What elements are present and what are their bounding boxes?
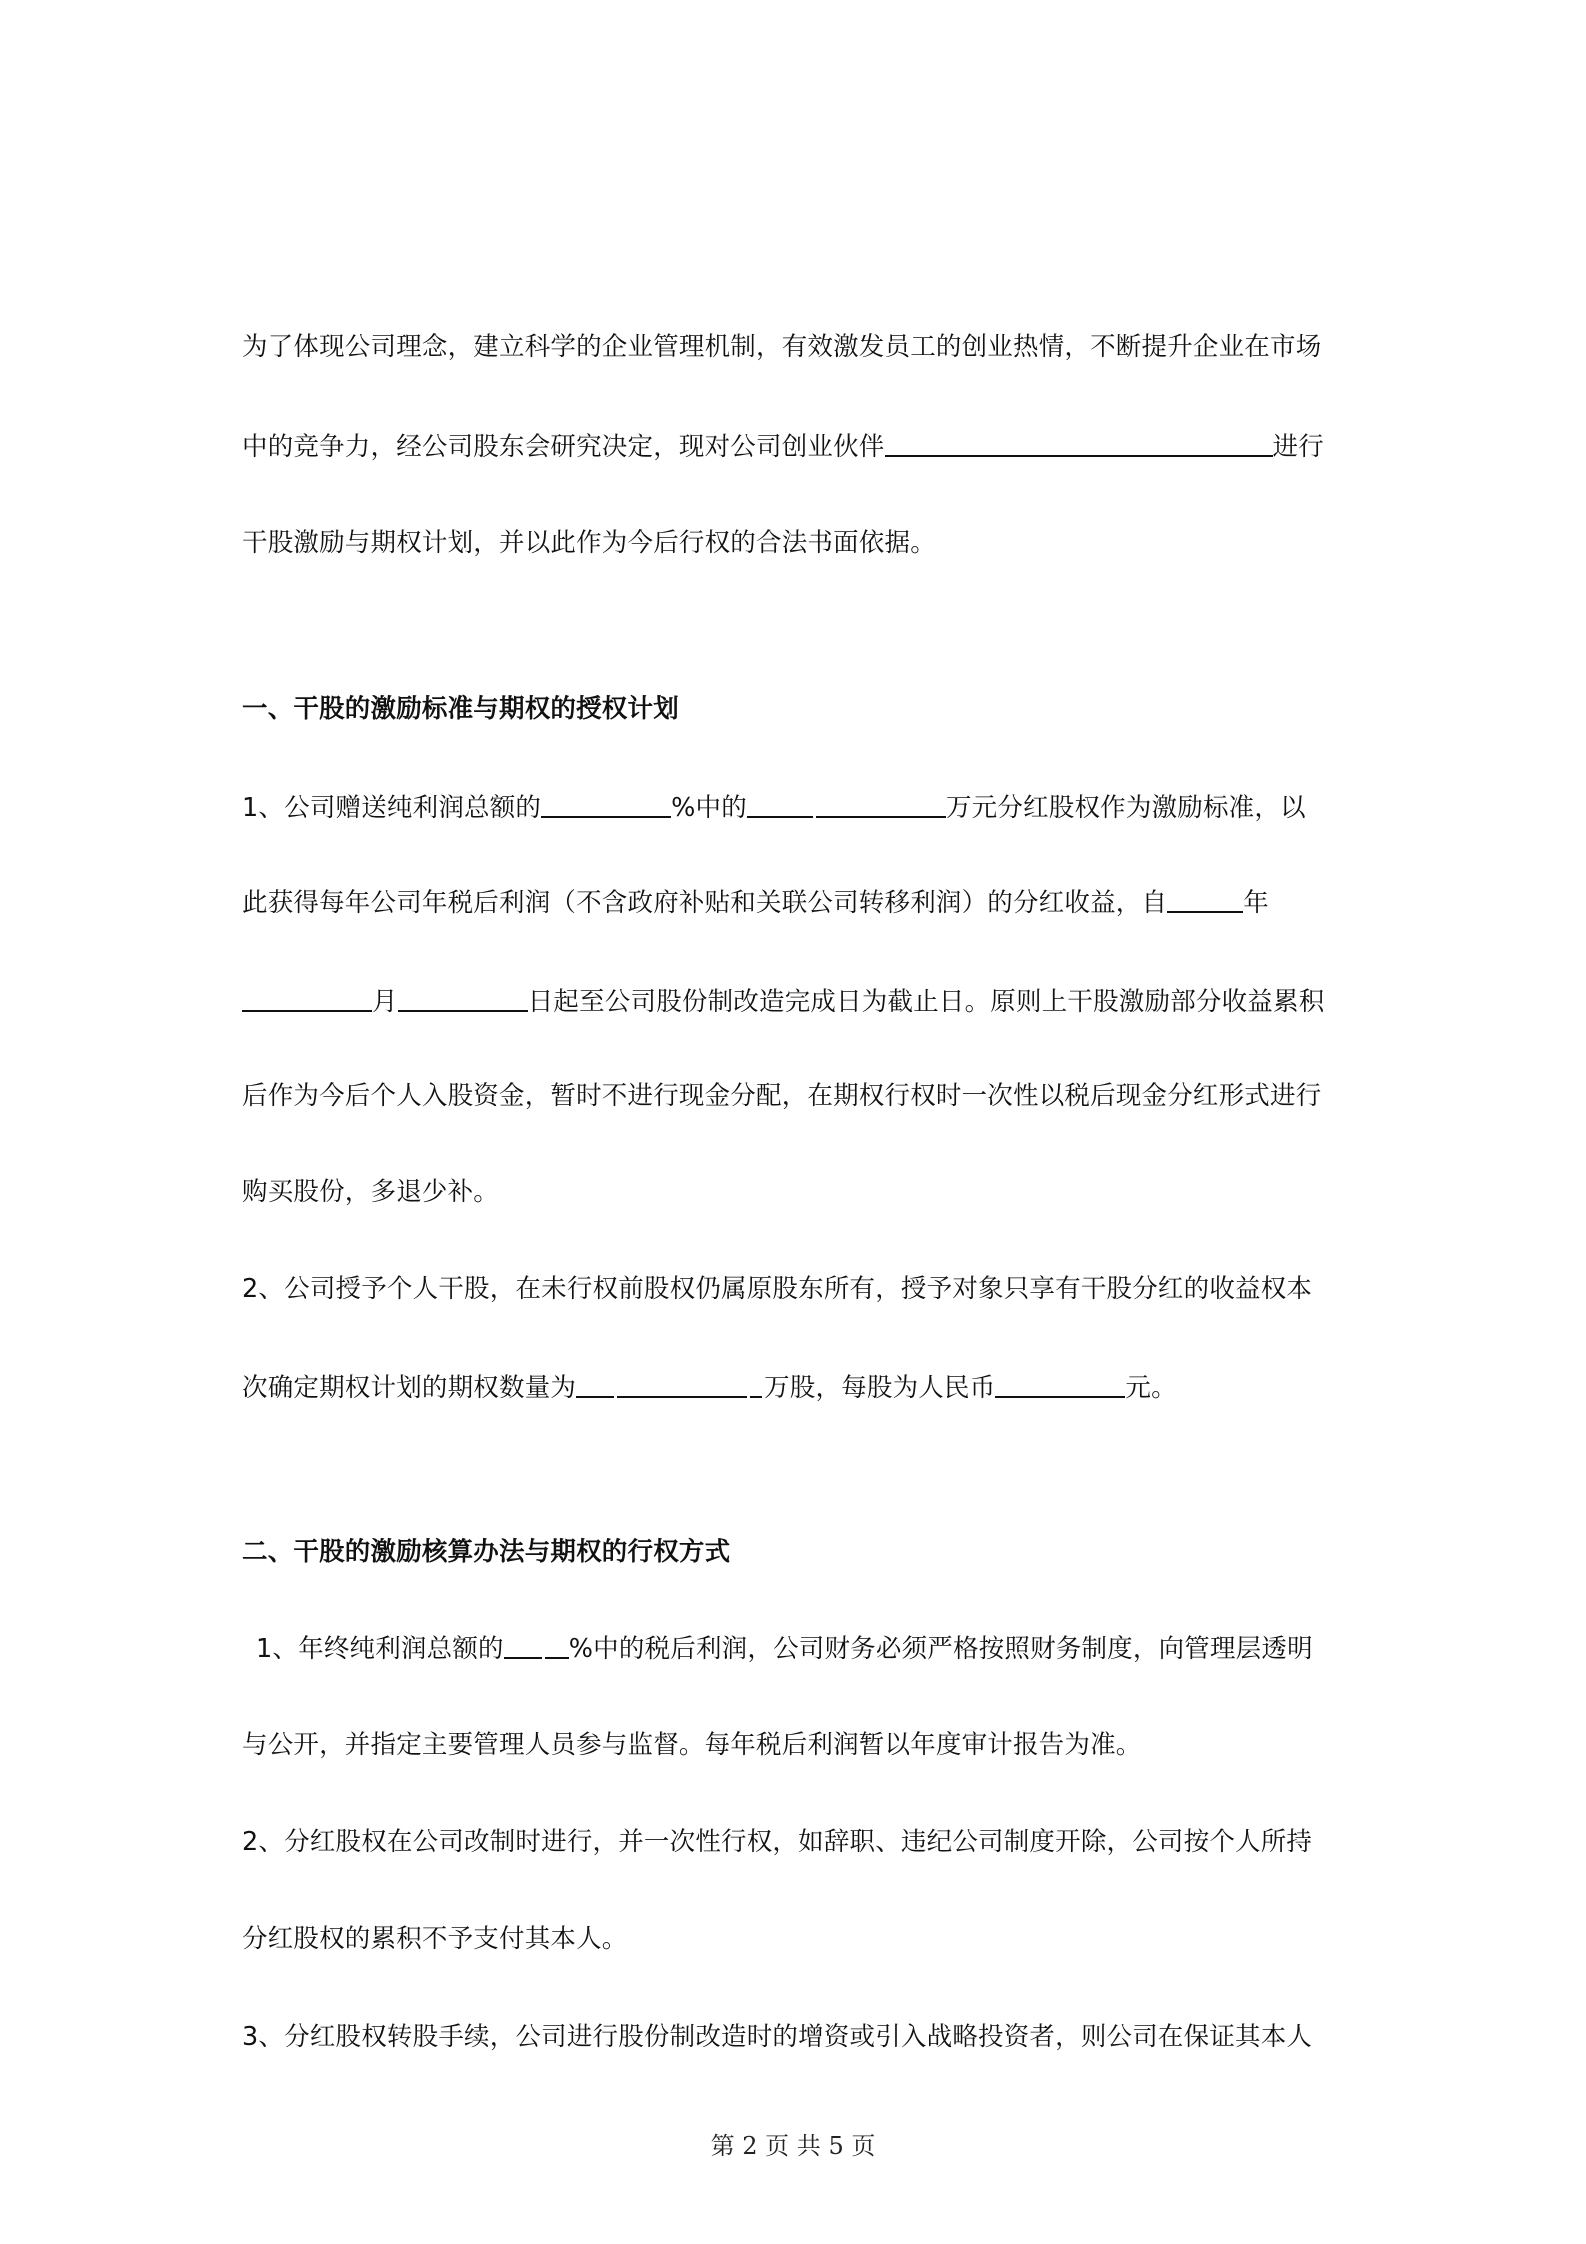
s1-p1-line-1 (242, 782, 1357, 832)
start-day-blank[interactable] (398, 976, 528, 1012)
text-run: 2、公司授予个人干股，在未行权前股权仍属原股东所有，授予对象只享有干股分红的收益权本 (242, 1274, 1313, 1304)
s1-p1-line-3 (242, 976, 1357, 1026)
option-quantity-blank-b[interactable] (617, 1362, 747, 1398)
start-month-blank[interactable] (242, 976, 372, 1012)
page-number-footer: 第 2 页 共 5 页 (710, 2132, 876, 2160)
text-run: 年 (1243, 888, 1269, 918)
profit-percent-blank[interactable] (541, 782, 671, 818)
price-per-share-blank[interactable] (995, 1362, 1125, 1398)
text-run: 进行 (1272, 432, 1324, 462)
text-run: 2、分红股权在公司改制时进行，并一次性行权，如辞职、违纪公司制度开除，公司按个人所持 (242, 1827, 1313, 1857)
s1-p2-line-2 (242, 1362, 1357, 1412)
s1-p1-line-4 (242, 1071, 1357, 1121)
annual-percent-blank-a[interactable] (504, 1623, 542, 1659)
start-year-blank[interactable] (1167, 877, 1243, 913)
s2-p2-line-1 (242, 1817, 1357, 1867)
text-run: 元。 (1125, 1373, 1177, 1403)
heading-text: 二、干股的激励核算办法与期权的行权方式 (242, 1537, 731, 1567)
s2-p1-line-1 (242, 1623, 1357, 1673)
s2-p3-line-1 (242, 2012, 1357, 2062)
heading-text: 一、干股的激励标准与期权的授权计划 (242, 694, 679, 724)
text-run: %中的 (671, 793, 747, 823)
s2-p2-line-2 (242, 1914, 1357, 1964)
text-run: 1、公司赠送纯利润总额的 (242, 793, 542, 823)
text-run: 为了体现公司理念，建立科学的企业管理机制，有效激发员工的创业热情，不断提升企业在市场 (242, 332, 1322, 362)
text-run: 后作为今后个人入股资金，暂时不进行现金分配，在期权行权时一次性以税后现金分红形式进行 (242, 1081, 1322, 1111)
intro-line-2 (242, 421, 1357, 471)
intro-line-1 (242, 322, 1357, 372)
s2-p1-line-2 (242, 1720, 1357, 1770)
amount-blank-a[interactable] (747, 782, 813, 818)
partner-name-blank[interactable] (885, 421, 1273, 457)
s1-p2-line-1 (242, 1264, 1357, 1314)
annual-percent-blank-b[interactable] (545, 1623, 569, 1659)
text-run: 购买股份，多退少补。 (242, 1177, 500, 1207)
text-run: 此获得每年公司年税后利润（不含政府补贴和关联公司转移利润）的分红收益，自 (242, 888, 1168, 918)
option-quantity-blank-c[interactable] (750, 1362, 762, 1398)
text-run: 干股激励与期权计划，并以此作为今后行权的合法书面依据。 (242, 528, 936, 558)
s1-p1-line-5 (242, 1167, 1357, 1217)
text-run: 月 (372, 987, 398, 1017)
section-1-heading (242, 684, 1357, 734)
text-run: 3、分红股权转股手续，公司进行股份制改造时的增资或引入战略投资者，则公司在保证其本人 (242, 2022, 1313, 2052)
section-2-heading (242, 1527, 1357, 1577)
text-run: 与公开，并指定主要管理人员参与监督。每年税后利润暂以年度审计报告为准。 (242, 1730, 1142, 1760)
intro-line-3 (242, 518, 1357, 568)
s1-p1-line-2 (242, 877, 1357, 927)
text-run: 次确定期权计划的期权数量为 (242, 1373, 577, 1403)
text-run: 分红股权的累积不予支付其本人。 (242, 1924, 628, 1954)
text-run: %中的税后利润，公司财务必须严格按照财务制度，向管理层透明 (568, 1634, 1313, 1664)
option-quantity-blank-a[interactable] (576, 1362, 614, 1398)
text-run: 1、年终纯利润总额的 (256, 1634, 504, 1664)
text-run: 日起至公司股份制改造完成日为截止日。原则上干股激励部分收益累积 (527, 987, 1325, 1017)
amount-blank-b[interactable] (816, 782, 946, 818)
text-run: 万股，每股为人民币 (764, 1373, 996, 1403)
text-run: 中的竞争力，经公司股东会研究决定，现对公司创业伙伴 (242, 432, 885, 462)
text-run: 万元分红股权作为激励标准，以 (945, 793, 1306, 823)
